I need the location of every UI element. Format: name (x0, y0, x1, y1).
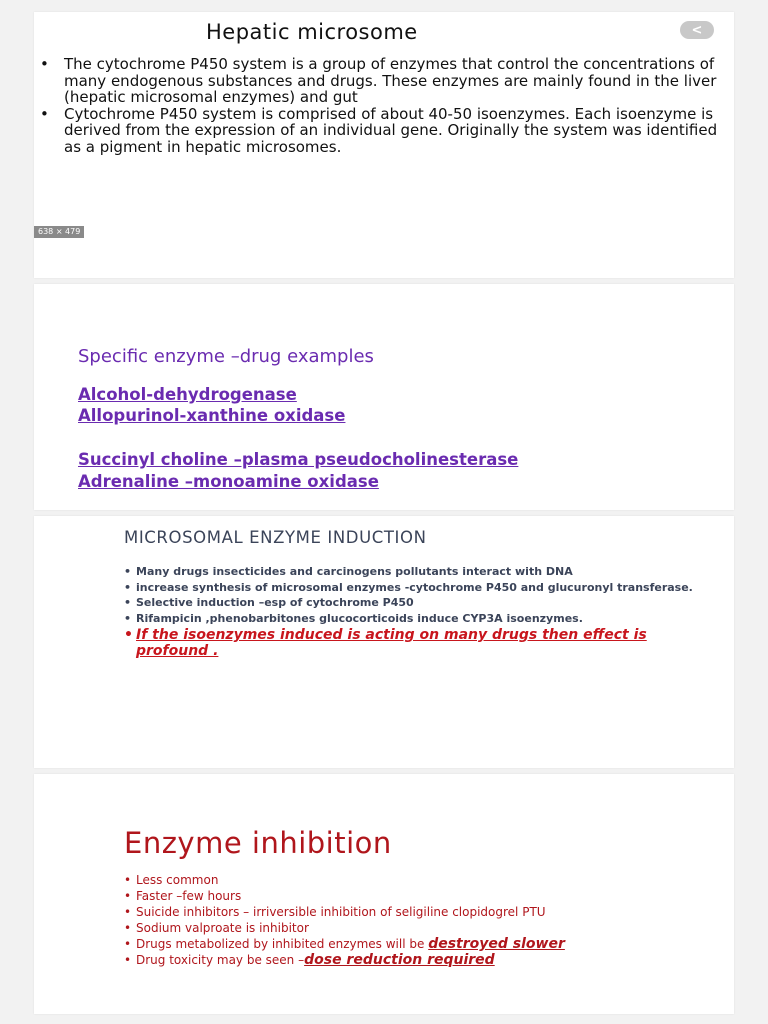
slide-title: Hepatic microsome (206, 20, 418, 44)
slide-enzyme-induction (34, 516, 734, 768)
list-item: • Sodium valproate is inhibitor (124, 921, 309, 935)
slide-title: Specific enzyme –drug examples (78, 346, 374, 367)
slide-title: Enzyme inhibition (124, 826, 392, 860)
bullet-list (124, 872, 724, 968)
list-item: • Faster –few hours (124, 889, 242, 903)
list-item: • Suicide inhibitors – irriversible inhibition of seligiline clopidogrel PTU (124, 905, 546, 919)
bullet-icon: • (124, 921, 132, 935)
image-size-badge: 638 × 479 (34, 226, 84, 238)
bullet-icon: • (124, 889, 132, 903)
link-adrenaline[interactable]: Adrenaline –monoamine oxidase (78, 472, 379, 491)
link-allopurinol[interactable]: Allopurinol-xanthine oxidase (78, 406, 346, 425)
bullet-icon: • (124, 953, 132, 967)
bullet-icon: • (40, 55, 49, 73)
bullet-icon: • (124, 937, 132, 951)
slide-title: MICROSOMAL ENZYME INDUCTION (124, 528, 427, 547)
emphasis-item: • If the isoenzymes induced is acting on many drugs then effect is profound . (124, 627, 647, 659)
list-item: • Many drugs insecticides and carcinogens pollutants interact with DNA (124, 565, 573, 578)
bullet-icon: • (124, 580, 132, 594)
slide-hepatic-microsome (34, 12, 734, 278)
bullet-icon: • (124, 596, 132, 609)
bullet-icon: • (124, 565, 132, 578)
list-item: • Cytochrome P450 system is comprised of about 40-50 isoenzymes. Each isoenzyme is derived from the expression of an individual gene. Originally the system was identified as a pigment in hepatic microsomes. (40, 104, 718, 156)
list-item: • Drugs metabolized by inhibited enzymes will be destroyed slower (124, 936, 565, 952)
highlight-text: dose reduction required (304, 952, 495, 968)
link-alcohol-dehydrogenase[interactable]: Alcohol-dehydrogenase (78, 385, 297, 404)
bullet-icon: • (124, 873, 132, 887)
list-item: • Rifampicin ,phenobarbitones glucocorticoids induce CYP3A isoenzymes. (124, 611, 583, 625)
link-succinyl-choline[interactable]: Succinyl choline –plasma pseudocholinesterase (78, 450, 519, 469)
list-item: • The cytochrome P450 system is a group of enzymes that control the concentrations of many endogenous substances and drugs. These enzymes are mainly found in the liver (hepatic microsomal enzymes) and gut (40, 55, 717, 106)
bullet-icon: • (124, 627, 133, 643)
list-item: • Drug toxicity may be seen –dose reduction required (124, 952, 495, 968)
bullet-icon: • (124, 905, 132, 919)
list-item: • increase synthesis of microsomal enzymes -cytochrome P450 and glucuronyl transferase. (124, 580, 693, 594)
highlight-text: destroyed slower (428, 936, 565, 952)
back-button[interactable]: < (680, 21, 714, 39)
list-item: • Less common (124, 873, 219, 887)
slide-enzyme-drug-examples (34, 284, 734, 510)
bullet-list (36, 56, 726, 155)
bullet-list (124, 566, 704, 662)
slide-enzyme-inhibition (34, 774, 734, 1014)
bullet-icon: • (124, 611, 132, 625)
bullet-icon: • (40, 104, 49, 123)
list-item: • Selective induction –esp of cytochrome P450 (124, 596, 414, 609)
